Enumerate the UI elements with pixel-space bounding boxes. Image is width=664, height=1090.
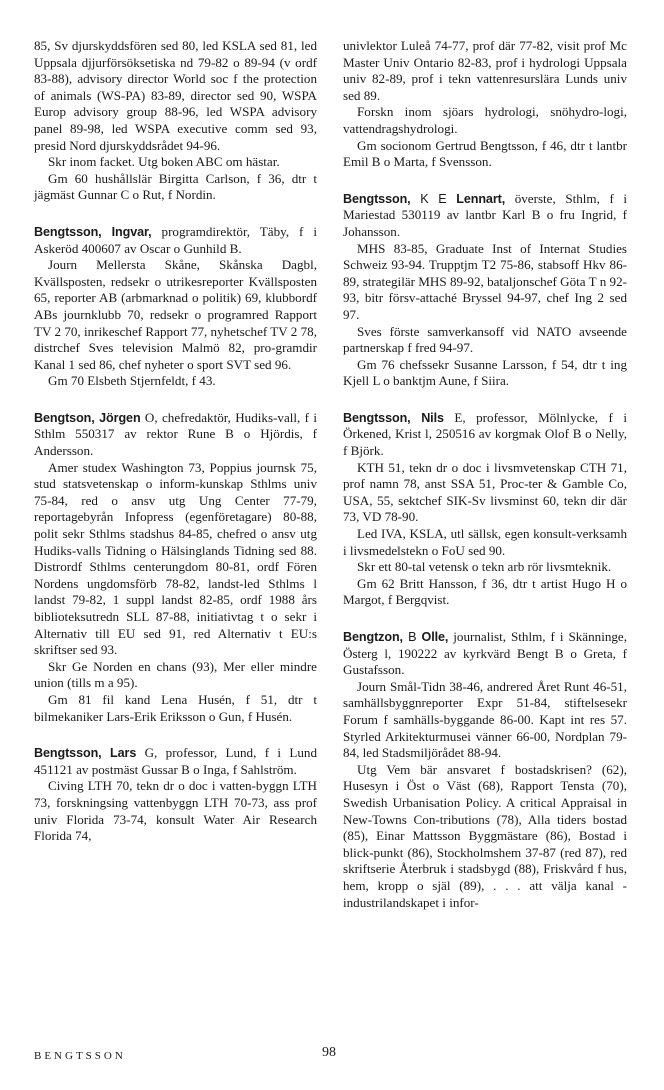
entry-headword [343,411,444,425]
entry-nils-bengtsson [343,410,627,609]
entry-continued-left [34,38,317,204]
entry-surname: Bengtsson, [34,746,102,761]
entry-heading-paragraph [34,745,317,778]
entry-heading-paragraph [34,410,317,460]
entry-paragraph: Led IVA, KSLA, utl sällsk, egen konsult-verksamh i livsmedelstekn o FoU sed 90. [343,526,627,558]
entry-heading-paragraph [343,191,627,241]
entry-olle-bengtzon [343,629,627,911]
entry-paragraph: 85, Sv djurskyddsfören sed 80, led KSLA sed 81, led Uppsala djjurförsöksetiska nd 79-82 o 89-94 (v ordf 83-88), advisory director World soc f the protection of animals (WS-PA) 83-89, director sed 90, WSPA Europ advisory group 88-96, led WSPA advisory panel 89-98, led WSPA executive comm sed 93, presid Nord djurskyddsrådet 94-96. [34,38,317,153]
entry-paragraph: KTH 51, tekn dr o doc i livsmvetenskap CTH 71, prof namn 78, anst SSA 51, Proc-ter & Gamble Co, USA, 55, sektchef SIK-Sv livsminst 60, tekn dir där 73, VD 78-90. [343,459,627,525]
entry-paragraph: Gm 60 hushållslär Birgitta Carlson, f 36, dtr t jägmäst Gunnar C o Rut, f Nordin. [34,170,317,203]
entry-given-name: Ingvar, [111,224,152,239]
page-number: 98 [322,1045,336,1060]
entry-ingvar-bengtsson [34,224,317,390]
entry-given-name: Jörgen [99,410,141,425]
entry-intro: överste, Sthlm, f i Mariestad 530119 av lantbr Karl B o fru Ingrid, f Johansson. [343,190,627,239]
entry-given-name: Nils [421,410,444,425]
entry-paragraph: Skr Ge Norden en chans (93), Mer eller mindre union (tills m a 95). [34,658,317,691]
entry-paragraph: Journ Mellersta Skåne, Skånska Dagbl, Kvällsposten, redsekr o utrikesreporter Kvällsposten 65, reporter AB (arbmarknad o politik) 69, klubbordf ABs journklubb 70, redsekr o programred Rapport TV 2 70, inrikeschef Rapport 77, nyhetschef TV 2 78, distrchef Sves television Malmö 82, pro-gramdir Kanal 1 sed 86, chef nyheter o sport SVT sed 96. [34,257,317,372]
entry-jorgen-bengtson [34,410,317,725]
entry-paragraph: univlektor Luleå 74-77, prof där 77-82, visit prof Mc Master Univ Ontario 82-83, prof i hydrologi Uppsala univ 82-89, prof i tekn vattenresurslära Lunds univ sed 89. [343,38,627,103]
entry-intro: E, professor, Mölnlycke, f i Örkened, Krist l, 250516 av korgmak Olof B o Nelly, f Björk. [343,409,628,459]
entry-lennart-bengtsson [343,191,627,390]
entry-paragraph: MHS 83-85, Graduate Inst of Internat Studies Schweiz 93-94. Trupptjm T2 75-86, stabsoff Hkv 86-89, strategilär MHS 89-92, bataljonschef Göta T n 92-93, bitr försv-attaché Bryssel 94-97, chef Ing 2 sed 97. [343,240,627,322]
entry-headword [343,192,505,206]
entry-heading-paragraph [343,629,627,679]
entry-paragraph: Gm 70 Elsbeth Stjernfeldt, f 43. [48,373,216,389]
entry-given-name: Lennart, [456,191,506,206]
entry-given-name: Lars [110,746,137,761]
right-column [343,38,627,931]
left-column [34,38,317,865]
entry-paragraph: Forskn inom sjöars hydrologi, snöhydro-logi, vattendragshydrologi. [343,104,627,136]
entry-heading-paragraph [343,410,627,460]
entry-paragraph: Gm 62 Britt Hansson, f 36, dtr t artist Hugo H o Margot, f Bergqvist. [343,575,627,608]
entry-surname: Bengtsson, [343,410,411,425]
entry-headword [343,630,448,644]
entry-paragraph: Civing LTH 70, tekn dr o doc i vatten-byggn LTH 73, forskningsing vattenbyggn LTH 70-73, ass prof univ Florida 73-74, konsult Water Air Research Florida 74, [34,778,317,844]
entry-surname: Bengtsson, [34,224,102,239]
entry-heading-paragraph [34,224,317,257]
entry-headword [34,411,141,425]
entry-initials: K E [420,191,447,206]
entry-lars-bengtsson [34,745,317,845]
entry-paragraph: Amer studex Washington 73, Poppius journsk 75, stud statsvetenskap o inform-kunskap Sthlms univ 75-84, red o ansv utg Ung Center 77-79, reportagebyrån Infopress (egenföretagare) 80-88, polit sekr Sthlms stadshus 84-85, chefred o ansv utg Hudiks-valls Tidning o Hälsinglands Tidning sed 88. Distrordf Sthlms centerungdom 80-81, ordf Fören Nordens ungdomsförb 78-82, landst-led Sthlms l landst 79-82, 1 suppl landst 82-85, ordf 1988 års biblioteksutredn SLL 87-88, initiativtag t o sekr i Alternativ till EU sed 91, red Alternativ t EU:s skriftser sed 93. [34,459,317,658]
entry-intro: G, professor, Lund, f i Lund 451121 av postmäst Gussar B o Inga, f Sahlström. [34,745,318,777]
entry-continued-right [343,38,627,171]
entry-paragraph: Gm 81 fil kand Lena Husén, f 51, dtr t bilmekaniker Lars-Erik Eriksson o Gun, f Husén. [34,691,317,724]
entry-intro: O, chefredaktör, Hudiks-vall, f i Sthlm 550317 av rektor Rune B o Hjördis, f Andersson. [34,409,317,459]
entry-surname: Bengtson, [34,410,95,425]
entry-surname: Bengtsson, [343,191,411,206]
entry-headword [34,746,136,760]
entry-given-name: Olle, [421,630,449,644]
entry-paragraph: Utg Vem bär ansvaret f bostadskrisen? (62), Husesyn i Öst o Väst (68), Rapport Tensta (70), Swedish Urbanisation Policy. A critical Appraisal in New-Towns Con-tributions (78), Alla tiders bostad (85), Einar Mattsson Byggmästare (86), Bostad i blick-punkt (86), Stockholmshem 37-87 (red 87), red skriftserie Återbruk i stadsbygd (88), Friskvård f hus, hem, kropp o själ (89), . . . att välja kanal - industrilandskapet i infor- [343,761,627,910]
entry-paragraph: Journ Smål-Tidn 38-46, andrered Året Runt 46-51, samhällsbyggnreporter Expr 51-84, stiftelsesekr Forum f samhälls-byggande 86-00. Kapt int res 57. Styrled Arkitekturmusei vänner 66-00, Nordplan 79-84, led Stadsmiljörådet 88-94. [343,678,627,761]
entry-surname: Bengtzon, [343,630,403,644]
entry-paragraph: Sves förste samverkansoff vid NATO avseende partnerskap f fred 94-97. [343,323,627,356]
running-head: BENGTSSON [34,1050,126,1062]
entry-initials: B [408,630,417,644]
entry-paragraph: Skr inom facket. Utg boken ABC om hästar. [48,154,280,170]
entry-paragraph: Gm socionom Gertrud Bengtsson, f 46, dtr t lantbr Emil B o Marta, f Svensson. [343,137,627,170]
entry-headword [34,225,152,239]
entry-paragraph: Skr ett 80-tal vetensk o tekn arb rör livsmteknik. [357,559,612,575]
entry-intro: journalist, Sthlm, f i Skänninge, Österg l, 190222 av kyrkvärd Bengt B o Greta, f Gustafsson. [343,629,628,678]
entry-intro: programdirektör, Täby, f i Askeröd 400607 av Oscar o Gunhild B. [34,223,317,256]
entry-paragraph: Gm 76 chefssekr Susanne Larsson, f 54, dtr t ing Kjell L o banktjm Aune, f Siira. [343,356,627,389]
